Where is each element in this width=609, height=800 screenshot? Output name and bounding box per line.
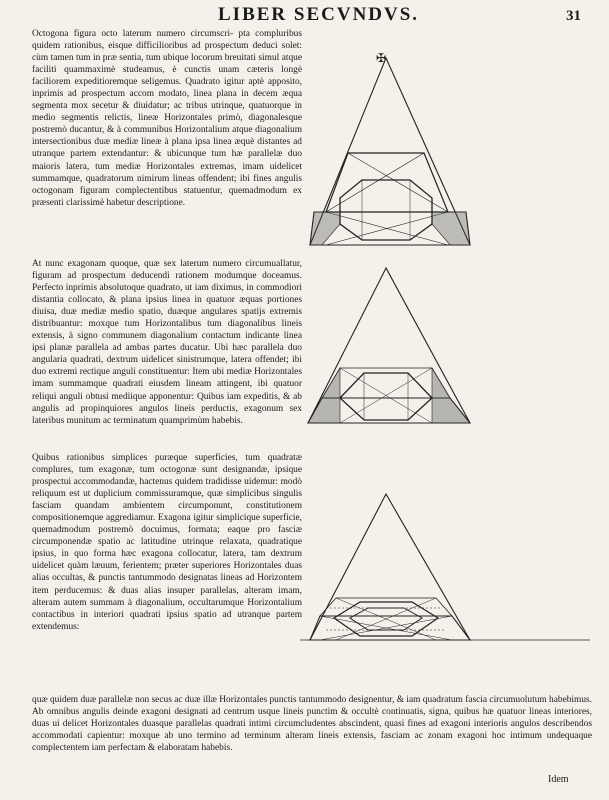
figure-hexagon-band (300, 488, 600, 648)
figure-hexagon (300, 258, 600, 428)
page-header (0, 2, 609, 26)
paragraph-band-continued: quæ quidem duæ parallelæ non secus ac duæ illæ Horizontales punctis tantummodo designentur, & iam quadratum fascia circumuolutum habebimus. Ab omnibus angulis deinde exagoni designati ad centrum usque lineis punctim & occultè continuatis, signa, quibus hæ quatuor lineas interiores, duas ui delicet Horizontales duasque parallelas quadrati intimi circumcludentes abscindent, quasi fines ad exagoni interioris angulos describendos accommodati capientur: moxque ab uno termino ad terminum alteram lineis extensis, fasciam ac zonam exagoni hoc intimum undequaque complectentem iam perfectam & elaboratam habebis. (32, 695, 592, 754)
perspective-square (326, 153, 448, 212)
octagon-shape (340, 180, 432, 240)
page-number: 31 (566, 8, 581, 24)
hexagon-shape (340, 373, 432, 420)
figure-mark: ✠ (376, 51, 387, 65)
figure-octagon (300, 40, 600, 260)
running-title: LIBER SECVNDVS. (218, 4, 420, 25)
catchword: Idem (548, 774, 569, 785)
paragraph-hexagon: At nunc exagonam quoque, quæ sex laterum numero circumuallatur, figuram ad prospectum deducendi rationem modumque doceamus. Perfecto inprimis absolutoque quadrato, ut iam diximus, in commodiori distantia collocato, & plana ipsius linea in quatuor æquas portiones diuisa, duæ mediæ medio spatio, duæque angulares spatijs extremis distribuantur: moxque tum Horizontalibus tum diagonalibus lineis extensis, à signo communem diagonalium contactum indicante linea ipsi planæ parallela ad ambas partes ducatur. Ubi hæc parallela duo angularia quadrati, dextrum uidelicet sinistrumque, latera offendet; ibi duo extremi rectique anguli constituentur: Item ubi mediæ Horizontales imam summamque quadrati eiusdem lineam attingent, ibi quatuor reliqui anguli obtusi mediique apponentur: Quibus iam expeditis, & ab angulis ad propinquiores angulos lineis perductis, exagonum sex lateribus munitum ac terminatum quamprimùm habebis. (32, 259, 302, 426)
paragraph-band: Quibus rationibus simplices puræque superficies, tum quadratæ complures, tum exagonæ, tum octogonæ sunt designandæ, ipsique prospectui accommodandæ, hactenus quidem tradidisse uidemur: modò reliquum est ut duplicium commissuramque, quæ simplicibus singulis fasciam quandam ambientem circumponunt, constitutionem compositionemque aggrediamur. Exagona igitur simplicique superficie, quemadmodum postremò docuimus, formata; eaque pro fasciæ circumponendæ spatio ac latitudine utrinque relaxata, quadratique ipsius, in quo forma hæc exagona collocatur, latera, tam dextrum uidelicet quàm læuum, ferientem; præter superiores Horizontales duas alias occultas, & punctis tantummodo designatas lineas ad Horizontem item perducemus: & duas alias insuper parallelas, alteram imam, alteram autem summam à diagonalium, occultarumque Horizontalium contactibus in interiori quadrati ipsius spatio ad utranque partem extendemus: (32, 453, 302, 632)
paragraph-octagon: Octogona figura octo laterum numero circumscri- pta compluribus quidem rationibus, eisque difficilioribus ad prospectum deduci solet: cùm tamen tum in præ sentia, tum ubique locorum breuitati simul atque faciliti quammaximè studeamus, è cunctis unam cæteris longè faciliorem expeditioremque seligemus. Quadrato igitur aptè apposito, inprimis ad prospectum accom modato, linea plana in decem æqua segmenta mox secetur & diuidatur; ac tribus utrinque, quatuorque in medio segmentis relictis, lineæ Horizontales primò, diagonalesque postremò ducantur, & à communibus Horizontalium atque diagonalium intersectionibus duæ mediæ lineæ à plana ipsa linea æquè distantes ad utranque partem extendantur: & ubicunque tum hæ parallelæ duo maioris latera, tum mediæ Horizontales extremas, imam uidelicet summamque, quadratorum nimirum lineas offendent; ibi fines angulis octogonam figuram complectentibus statuentur, quemadmodum ex præsenti clarissimè habetur descriptione. (32, 29, 302, 208)
